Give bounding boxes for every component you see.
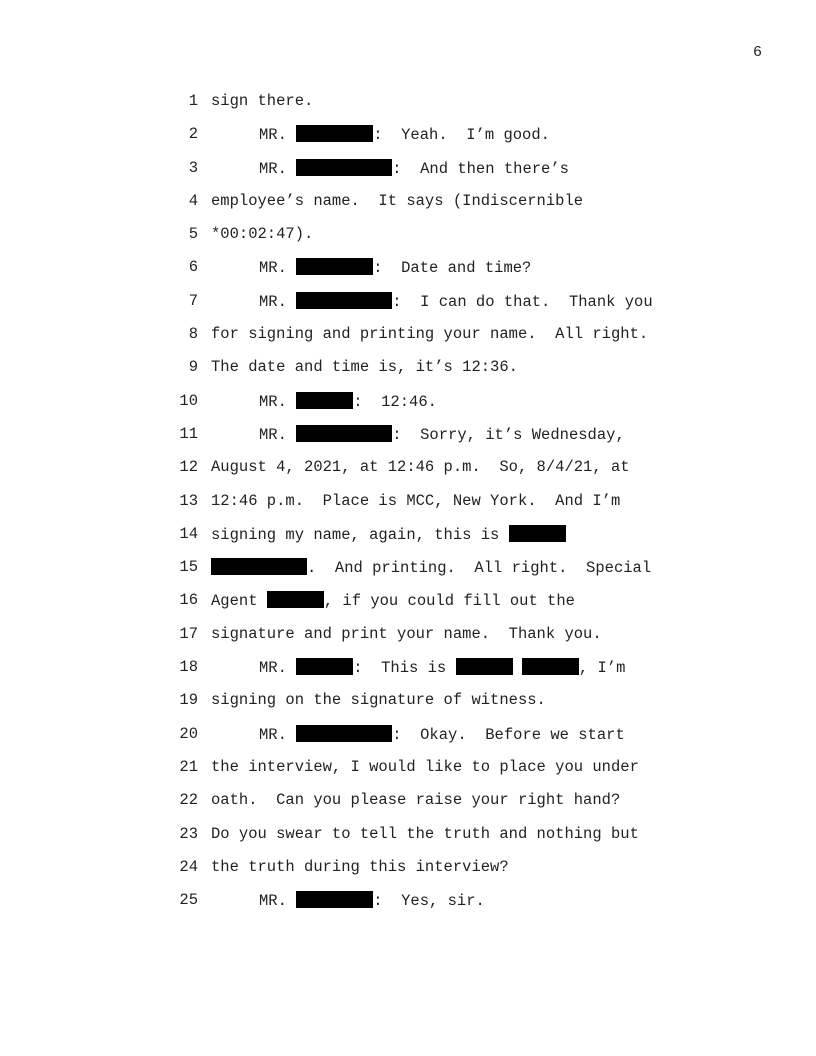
text-segment: : Okay. Before we start xyxy=(392,725,625,744)
redaction-block xyxy=(296,658,353,675)
text-segment: : This is xyxy=(353,659,456,678)
transcript-line xyxy=(0,159,816,192)
line-number: 8 xyxy=(188,325,198,344)
line-number: 9 xyxy=(188,358,198,377)
line-text xyxy=(259,658,625,677)
redaction-block xyxy=(509,525,566,542)
text-segment: sign there. xyxy=(211,92,314,110)
text-segment: : Yes, sir. xyxy=(373,892,485,911)
line-text xyxy=(259,125,550,144)
transcript-line xyxy=(0,92,816,125)
transcript-line xyxy=(0,258,816,291)
speaker-prefix: MR. xyxy=(259,425,297,444)
text-segment: signature and print your name. Thank you. xyxy=(211,624,602,643)
transcript-line xyxy=(0,292,816,325)
text-segment: : Yeah. I’m good. xyxy=(373,126,550,145)
line-number: 1 xyxy=(188,92,198,110)
transcript-line xyxy=(0,525,816,558)
text-segment: : I can do that. Thank you xyxy=(392,292,653,311)
line-number: 19 xyxy=(179,691,198,710)
text-segment xyxy=(513,659,522,677)
text-segment: : And then there’s xyxy=(392,159,569,178)
line-text xyxy=(259,159,569,178)
speaker-prefix: MR. xyxy=(259,392,297,411)
text-segment: : Date and time? xyxy=(373,259,532,278)
text-segment: oath. Can you please raise your right hand? xyxy=(211,791,621,810)
page-number: 6 xyxy=(752,44,762,61)
speaker-prefix: MR. xyxy=(259,659,297,678)
text-segment: signing on the signature of witness. xyxy=(211,691,546,710)
line-number: 3 xyxy=(188,158,198,177)
text-segment: the interview, I would like to place you under xyxy=(211,757,639,776)
line-text xyxy=(211,492,620,510)
line-text xyxy=(211,758,639,776)
line-text xyxy=(259,891,485,910)
line-number: 20 xyxy=(179,724,198,743)
line-text xyxy=(211,192,583,210)
line-text xyxy=(211,625,602,643)
redaction-block xyxy=(522,658,579,675)
line-text xyxy=(259,392,437,411)
line-text xyxy=(211,591,575,610)
line-number: 12 xyxy=(179,458,198,477)
redaction-block xyxy=(267,591,324,608)
line-number: 13 xyxy=(179,491,198,510)
speaker-prefix: MR. xyxy=(259,725,297,744)
line-text xyxy=(211,225,313,243)
line-text xyxy=(211,858,509,876)
line-text xyxy=(211,92,313,110)
transcript-line xyxy=(0,891,816,924)
redaction-block xyxy=(456,658,513,675)
line-number: 24 xyxy=(179,857,198,876)
redaction-block xyxy=(296,425,392,442)
transcript-line xyxy=(0,591,816,624)
redaction-block xyxy=(296,125,373,142)
speaker-prefix: MR. xyxy=(259,259,297,278)
transcript-line xyxy=(0,358,816,391)
line-text xyxy=(211,458,630,476)
line-number: 11 xyxy=(179,424,198,443)
line-number: 21 xyxy=(179,757,198,776)
transcript-line xyxy=(0,858,816,891)
speaker-prefix: MR. xyxy=(259,292,297,311)
text-segment: Do you swear to tell the truth and nothing but xyxy=(211,824,639,843)
speaker-prefix: MR. xyxy=(259,892,297,911)
line-text xyxy=(211,558,651,577)
redaction-block xyxy=(296,258,373,275)
line-number: 10 xyxy=(179,391,198,410)
line-number: 16 xyxy=(179,591,198,610)
line-text xyxy=(211,791,620,809)
transcript-line xyxy=(0,492,816,525)
redaction-block xyxy=(296,292,392,309)
line-text xyxy=(259,258,531,277)
line-number: 7 xyxy=(188,291,198,310)
line-text xyxy=(259,725,625,744)
line-number: 17 xyxy=(179,624,198,643)
transcript-line xyxy=(0,791,816,824)
transcript-line xyxy=(0,425,816,458)
transcript-line xyxy=(0,458,816,491)
text-segment: signing my name, again, this is xyxy=(211,525,509,544)
line-number: 22 xyxy=(179,791,198,810)
redaction-block xyxy=(296,392,353,409)
text-segment: the truth during this interview? xyxy=(211,857,509,876)
line-text xyxy=(259,425,625,444)
text-segment: , if you could fill out the xyxy=(323,592,575,611)
text-segment: *00:02:47). xyxy=(211,225,314,244)
transcript-line xyxy=(0,192,816,225)
redaction-block xyxy=(296,159,392,176)
transcript-line xyxy=(0,758,816,791)
redaction-block xyxy=(211,558,307,575)
speaker-prefix: MR. xyxy=(259,126,297,145)
transcript-line xyxy=(0,325,816,358)
text-segment: . And printing. All right. Special xyxy=(307,559,652,578)
transcript-line xyxy=(0,125,816,158)
transcript-body xyxy=(0,92,816,924)
line-number: 15 xyxy=(179,558,198,577)
transcript-line xyxy=(0,625,816,658)
text-segment: The date and time is, it’s 12:36. xyxy=(211,358,518,377)
text-segment: employee’s name. It says (Indiscernible xyxy=(211,191,584,210)
line-number: 25 xyxy=(179,891,198,910)
line-text xyxy=(211,825,639,843)
text-segment: August 4, 2021, at 12:46 p.m. So, 8/4/21, at xyxy=(211,458,630,477)
transcript-line xyxy=(0,725,816,758)
line-text xyxy=(211,525,566,544)
transcript-line xyxy=(0,558,816,591)
text-segment: Agent xyxy=(211,592,267,611)
line-number: 5 xyxy=(188,225,198,244)
line-number: 4 xyxy=(188,191,198,210)
line-text xyxy=(259,292,653,311)
redaction-block xyxy=(296,891,373,908)
text-segment: for signing and printing your name. All right. xyxy=(211,325,649,344)
text-segment: , I’m xyxy=(578,659,626,678)
transcript-line xyxy=(0,825,816,858)
line-text xyxy=(211,691,546,709)
line-number: 23 xyxy=(179,824,198,843)
transcript-line xyxy=(0,658,816,691)
line-number: 14 xyxy=(179,524,198,543)
transcript-line xyxy=(0,392,816,425)
transcript-line xyxy=(0,225,816,258)
line-number: 18 xyxy=(179,658,198,677)
line-text xyxy=(211,325,648,343)
text-segment: : 12:46. xyxy=(353,392,437,411)
line-text xyxy=(211,358,518,376)
transcript-line xyxy=(0,691,816,724)
redaction-block xyxy=(296,725,392,742)
text-segment: : Sorry, it’s Wednesday, xyxy=(392,425,625,444)
text-segment: 12:46 p.m. Place is MCC, New York. And I’m xyxy=(211,491,621,510)
speaker-prefix: MR. xyxy=(259,159,297,178)
line-number: 2 xyxy=(188,125,198,144)
line-number: 6 xyxy=(188,258,198,277)
